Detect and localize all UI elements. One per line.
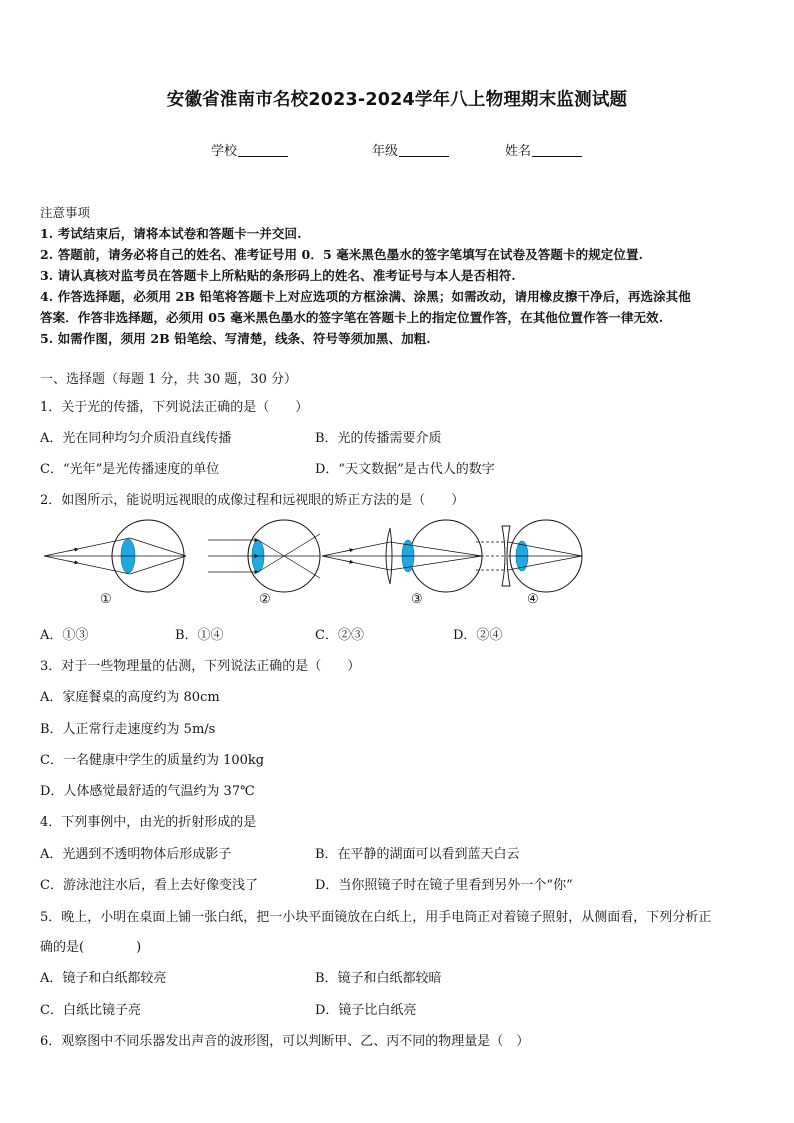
q2-option-a[interactable]: A．①③ — [40, 628, 89, 643]
eye-diagram-3 — [322, 520, 482, 592]
grade-label: 年级 — [372, 144, 399, 159]
q1-option-c[interactable]: C．“光年”是光传播速度的单位 — [40, 462, 220, 477]
q3-option-b[interactable]: B．人正常行走速度约为 5m/s — [40, 722, 216, 737]
question-2-stem: 2．如图所示，能说明远视眼的成像过程和远视眼的矫正方法的是（ ） — [40, 493, 465, 508]
section-title: 一、选择题（每题 1 分，共 30 题，30 分） — [40, 372, 298, 387]
figure-label-2: ② — [259, 592, 271, 607]
page-title: 安徽省淮南市名校2023-2024学年八上物理期末监测试题 — [166, 90, 628, 110]
notice-item: 答案．作答非选择题，必须用 05 毫米黑色墨水的签字笔在答题卡上的指定位置作答，在其他位置作答一律无效. — [40, 310, 664, 325]
notice-item: 2. 答题前，请务必将自己的姓名、准考证号用 0．5 毫米黑色墨水的签字笔填写在试卷及答题卡的规定位置. — [40, 247, 644, 262]
q5-option-d[interactable]: D．镜子比白纸亮 — [315, 1003, 417, 1018]
q3-option-a[interactable]: A．家庭餐桌的高度约为 80cm — [40, 690, 220, 705]
notice-item: 4. 作答选择题，必须用 2B 铅笔将答题卡上对应选项的方框涂满、涂黑；如需改动，请用橡皮擦干净后，再选涂其他 — [40, 289, 691, 304]
school-label: 学校 — [211, 144, 238, 159]
notice-heading: 注意事项 — [40, 205, 91, 220]
eye-diagram-1 — [44, 520, 186, 592]
question-1-stem: 1．关于光的传播，下列说法正确的是（ ） — [40, 400, 309, 415]
eye-diagram-4 — [476, 520, 582, 592]
q5-option-a[interactable]: A．镜子和白纸都较亮 — [40, 971, 167, 986]
notice-item: 5. 如需作图，须用 2B 铅笔绘、写清楚，线条、符号等须加黑、加粗. — [40, 331, 431, 346]
q2-option-b[interactable]: B．①④ — [175, 628, 224, 643]
q3-option-d[interactable]: D．人体感觉最舒适的气温约为 37℃ — [40, 784, 255, 799]
grade-blank[interactable] — [399, 144, 449, 157]
eye-diagram-figure — [38, 518, 598, 614]
figure-label-3: ③ — [411, 592, 423, 607]
q2-option-d[interactable]: D．②④ — [453, 628, 503, 643]
q4-option-d[interactable]: D．当你照镜子时在镜子里看到另外一个“你” — [315, 878, 573, 893]
school-field — [211, 140, 288, 159]
question-6-stem: 6．观察图中不同乐器发出声音的波形图，可以判断甲、乙、丙不同的物理量是（ ） — [40, 1034, 530, 1049]
name-blank[interactable] — [532, 144, 582, 157]
name-label: 姓名 — [505, 144, 532, 159]
q4-option-a[interactable]: A．光遇到不透明物体后形成影子 — [40, 847, 232, 862]
q5-option-c[interactable]: C．白纸比镜子亮 — [40, 1003, 141, 1018]
question-4-stem: 4．下列事例中，由光的折射形成的是 — [40, 815, 257, 830]
q4-option-c[interactable]: C．游泳池注水后，看上去好像变浅了 — [40, 878, 258, 893]
grade-field — [372, 140, 449, 159]
question-3-stem: 3．对于一些物理量的估测，下列说法正确的是（ ） — [40, 659, 361, 674]
q1-option-b[interactable]: B．光的传播需要介质 — [315, 431, 442, 446]
question-5-stem-cont: 确的是( ) — [40, 940, 142, 955]
q1-option-d[interactable]: D．“天文数据”是古代人的数字 — [315, 462, 495, 477]
notice-item: 3. 请认真核对监考员在答题卡上所粘贴的条形码上的姓名、准考证号与本人是否相符. — [40, 268, 516, 283]
q2-option-c[interactable]: C．②③ — [315, 628, 364, 643]
school-blank[interactable] — [238, 144, 288, 157]
question-5-stem: 5．晚上，小明在桌面上铺一张白纸，把一小块平面镜放在白纸上，用手电筒正对着镜子照射，从侧面看，下列分析正 — [40, 910, 712, 925]
figure-label-4: ④ — [527, 592, 539, 607]
q3-option-c[interactable]: C．一名健康中学生的质量约为 100kg — [40, 753, 265, 768]
eye-diagram-2 — [208, 520, 320, 592]
name-field — [505, 140, 582, 159]
q1-option-a[interactable]: A．光在同种均匀介质沿直线传播 — [40, 431, 232, 446]
q4-option-b[interactable]: B．在平静的湖面可以看到蓝天白云 — [315, 847, 520, 862]
q5-option-b[interactable]: B．镜子和白纸都较暗 — [315, 971, 442, 986]
notice-item: 1. 考试结束后，请将本试卷和答题卡一并交回. — [40, 226, 302, 241]
figure-label-1: ① — [100, 592, 112, 607]
